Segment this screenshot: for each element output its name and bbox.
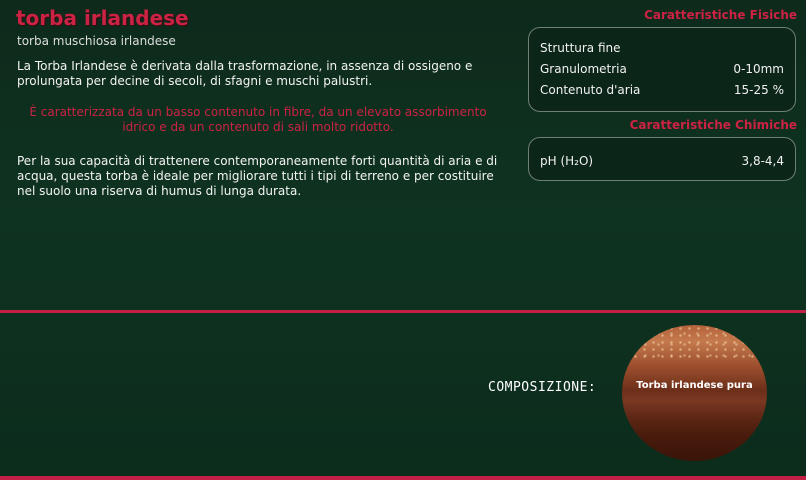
peat-texture (622, 325, 767, 361)
peat-sample-image (622, 325, 767, 461)
page-subtitle: torba muschiosa irlandese (17, 34, 176, 48)
property-value: 3,8-4,4 (741, 154, 784, 168)
property-row (540, 80, 784, 101)
property-row (540, 59, 784, 80)
property-value: 0-10mm (733, 62, 784, 76)
chemical-properties-title: Caratteristiche Chimiche (629, 118, 797, 132)
description-paragraph-3: Per la sua capacità di trattenere contemporaneamente forti quantità di aria e di acqua, questa torba è ideale per migliorare tutti i tipi di terreno e per costituire nel suolo una riserva di humus di lunga durata. (17, 154, 498, 198)
property-row (540, 151, 784, 172)
divider (0, 310, 806, 313)
chemical-properties-box (528, 137, 796, 181)
composition-label: COMPOSIZIONE: (488, 380, 597, 395)
page-title: torba irlandese (16, 6, 189, 30)
physical-properties-box (528, 27, 796, 112)
property-label: Granulometria (540, 62, 627, 76)
property-value: 15-25 % (733, 83, 784, 97)
description-paragraph-1: La Torba Irlandese è derivata dalla trasformazione, in assenza di ossigeno e prolungata per decine di secoli, di sfagni e muschi palustri. (17, 59, 473, 88)
bottom-divider (0, 476, 806, 480)
property-label: Contenuto d'aria (540, 83, 641, 97)
property-label: Struttura fine (540, 41, 621, 55)
composition-item: Torba irlandese pura (636, 380, 753, 391)
property-label: pH (H₂O) (540, 154, 594, 168)
property-row (540, 38, 784, 59)
description-highlight: È caratterizzata da un basso contenuto in fibre, da un elevato assorbimento idrico e da un contenuto di sali molto ridotto. (29, 105, 487, 134)
physical-properties-title: Caratteristiche Fisiche (644, 8, 797, 22)
